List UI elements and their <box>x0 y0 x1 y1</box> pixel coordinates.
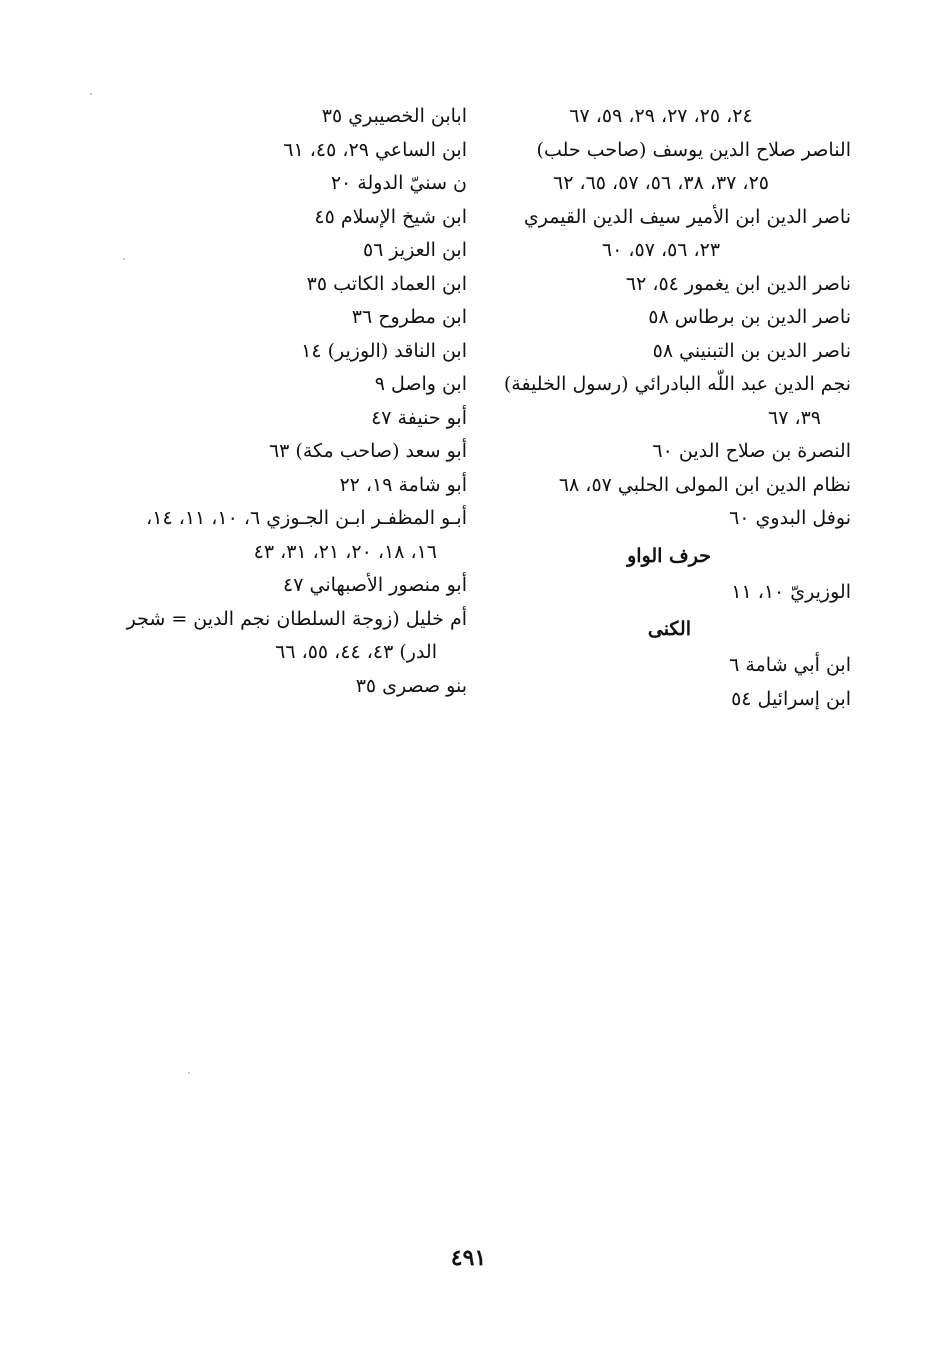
index-entry: أبو حنيفة ٤٧ <box>371 406 467 429</box>
index-entry: ناصر الدين ابن يغمور ٥٤، ٦٢ <box>625 272 851 295</box>
index-entry: أبو شامة ١٩، ٢٢ <box>339 473 467 496</box>
index-entry <box>97 536 467 570</box>
page-number: ٤٩١ <box>450 1245 487 1271</box>
entry-continuation: ٢٥، ٣٧، ٣٨، ٥٦، ٥٧، ٦٥، ٦٢ <box>553 172 769 194</box>
index-entry: نوفل البدوي ٦٠ <box>729 507 851 529</box>
index-entry: نجم الدين عبد اللّه البادرائي (رسول الخليفة) <box>503 373 851 395</box>
index-entry <box>471 402 851 436</box>
index-entry: ابن شيخ الإسلام ٤٥ <box>314 205 467 228</box>
index-entry: أبو منصور الأصبهاني ٤٧ <box>283 574 467 596</box>
index-entry: ناصر الدين بن برطاس ٥٨ <box>648 306 851 328</box>
index-entry: أم خليل (زوجة السلطان نجم الدين = شجر <box>126 607 467 630</box>
scan-speck <box>123 258 125 260</box>
index-entry: ابن الناقد (الوزير) ١٤ <box>301 339 467 362</box>
index-column-right <box>471 100 851 716</box>
index-entry: الوزيريّ ١٠، ١١ <box>731 580 851 603</box>
scan-speck <box>90 93 92 95</box>
section-heading-kuna: الكنى <box>647 618 691 640</box>
index-entry: ابن واصل ٩ <box>374 373 467 395</box>
scan-speck <box>188 1072 190 1074</box>
index-entry: أبو سعد (صاحب مكة) ٦٣ <box>268 440 467 462</box>
index-entry: النصرة بن صلاح الدين ٦٠ <box>652 440 851 462</box>
entry-continuation: ٢٤، ٢٥، ٢٧، ٢٩، ٥٩، ٦٧ <box>569 105 753 127</box>
index-entry: الناصر صلاح الدين يوسف (صاحب حلب) <box>536 138 851 161</box>
index-entry: ن سنيّ الدولة ٢٠ <box>330 172 467 194</box>
section-heading-waw: حرف الواو <box>627 544 711 567</box>
index-entry <box>471 167 851 201</box>
index-entry: ابن العزيز ٥٦ <box>362 239 467 261</box>
index-entry: بنو صصرى ٣٥ <box>355 674 467 697</box>
index-entry <box>97 636 467 670</box>
index-entry: ناصر الدين بن التبنيني ٥٨ <box>652 339 851 362</box>
entry-continuation: ٣٩، ٦٧ <box>767 406 821 429</box>
entry-continuation: الدر) ٤٣، ٤٤، ٥٥، ٦٦ <box>275 641 437 663</box>
index-entry: ابن مطروح ٣٦ <box>351 306 467 328</box>
index-entry: ابن إسرائيل ٥٤ <box>731 687 851 710</box>
index-entry: أبـو المظفـر ابـن الجـوزي ٦، ١٠، ١١، ١٤، <box>146 507 467 529</box>
index-entry: ناصر الدين ابن الأمير سيف الدين القيمري <box>523 205 851 228</box>
index-entry: نظام الدين ابن المولى الحلبي ٥٧، ٦٨ <box>558 473 851 496</box>
index-column-left <box>97 100 467 703</box>
index-entry: ابن أبي شامة ٦ <box>729 654 851 676</box>
index-entry <box>471 234 851 268</box>
entry-continuation: ١٦، ١٨، ٢٠، ٢١، ٣١، ٤٣ <box>253 540 437 563</box>
index-entry: ابن العماد الكاتب ٣٥ <box>306 272 467 295</box>
index-entry: ابن الساعي ٢٩، ٤٥، ٦١ <box>283 138 467 161</box>
index-entry <box>471 100 851 134</box>
entry-continuation: ٢٣، ٥٦، ٥٧، ٦٠ <box>601 239 721 261</box>
index-entry: ابابن الخصيبري ٣٥ <box>321 105 467 127</box>
